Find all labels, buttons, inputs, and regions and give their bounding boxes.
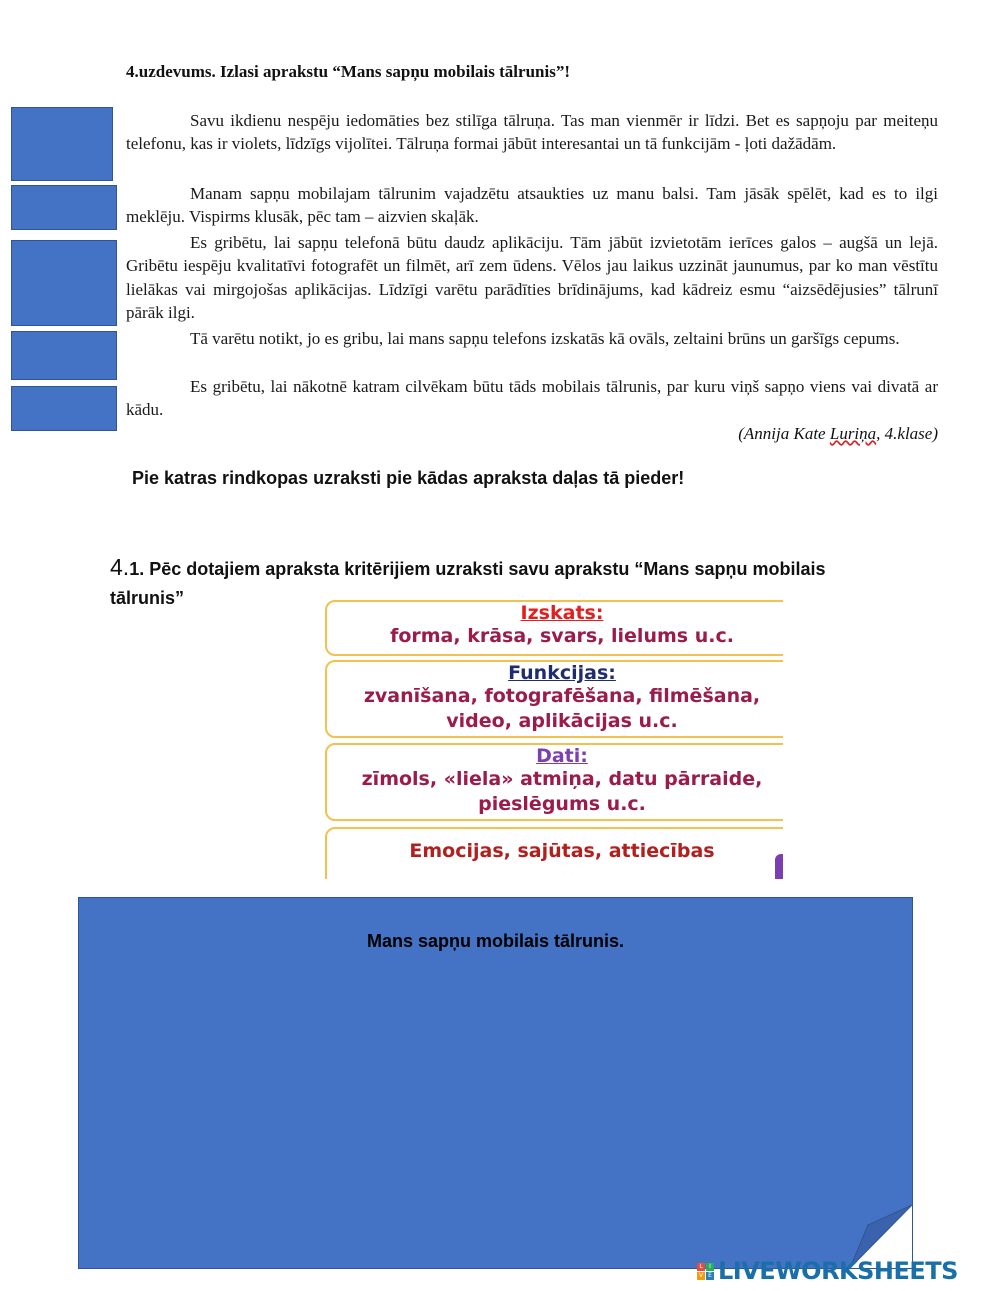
answer-box-4[interactable] bbox=[11, 331, 117, 380]
criterion-heading: Dati: bbox=[536, 745, 588, 767]
answer-box-1[interactable] bbox=[11, 107, 113, 181]
logo-cubes-icon: L I V E bbox=[697, 1263, 714, 1280]
logo-text: LIVEWORKSHEETS bbox=[718, 1257, 958, 1285]
answer-box-5[interactable] bbox=[11, 386, 117, 431]
task-4-1-heading: 4.1. Pēc dotajiem apraksta kritērijiem uzraksti savu aprakstu “Mans sapņu mobilais tālrunis” bbox=[110, 554, 826, 608]
liveworksheets-logo bbox=[697, 1258, 958, 1284]
paragraph-2: Manam sapņu mobilajam tālrunim vajadzētu atsaukties uz manu balsi. Tam jāsāk spēlēt, kad es to ilgi meklēju. Vispirms klusāk, pēc tam – aizvien skaļāk. bbox=[126, 184, 938, 227]
task-title: 4.uzdevums. Izlasi aprakstu “Mans sapņu mobilais tālrunis”! bbox=[126, 62, 570, 81]
decorative-corner bbox=[775, 854, 783, 879]
instruction: Pie katras rindkopas uzraksti pie kādas apraksta daļas tā pieder! bbox=[132, 468, 685, 488]
paragraph-4: Tā varētu notikt, jo es gribu, lai mans sapņu telefons izskatās kā ovāls, zeltaini brūns un garšīgs cepums. bbox=[190, 329, 900, 348]
criteria-panel bbox=[325, 599, 783, 879]
paragraph-5: Es gribētu, lai nākotnē katram cilvēkam būtu tāds mobilais tālrunis, par kuru viņš sapņo viens vai divatā ar kādu. bbox=[126, 377, 938, 420]
paragraph-1: Savu ikdienu nespēju iedomāties bez stilīga tālruņa. Tas man vienmēr ir līdzi. Bet es sapņoju par meiteņu telefonu, kas ir violets, līdzīgs vijolītei. Tālruņa formai jābūt interesantai un tā funkcijām - ļoti dažādām. bbox=[126, 111, 938, 154]
essay-answer-box[interactable] bbox=[78, 897, 913, 1269]
criterion-heading: Funkcijas: bbox=[508, 662, 616, 684]
criterion-funkcijas bbox=[325, 660, 783, 738]
criterion-body: Emocijas, sajūtas, attiecības bbox=[409, 840, 715, 862]
criterion-dati bbox=[325, 743, 783, 821]
answer-box-2[interactable] bbox=[11, 185, 117, 230]
criterion-heading: Izskats: bbox=[520, 602, 604, 624]
criterion-izskats bbox=[325, 600, 783, 656]
answer-box-3[interactable] bbox=[11, 240, 117, 326]
criterion-emocijas bbox=[325, 827, 783, 879]
criterion-body: zvanīšana, fotografēšana, filmēšana, video, aplikācijas u.c. bbox=[363, 685, 761, 732]
criterion-body: forma, krāsa, svars, lielums u.c. bbox=[390, 625, 734, 647]
paragraph-3: Es gribētu, lai sapņu telefonā būtu daudz aplikāciju. Tām jābūt izvietotām ierīces galos – augšā un lejā. Gribētu iespēju kvalitatīvi fotografēt un filmēt, arī zem ūdens. Vēlos jau laikus uzzināt jaunumus, par ko man vēstītu lielākas vai mirgojošas aplikācijas. Līdzīgi varētu parādīties brīdinājums, kad kādreiz esmu “aizsēdējusies” tālrunī pārāk ilgi. bbox=[126, 233, 938, 323]
criterion-body: zīmols, «liela» atmiņa, datu pārraide, pieslēgums u.c. bbox=[361, 768, 763, 815]
essay-title: Mans sapņu mobilais tālrunis. bbox=[366, 931, 625, 951]
author-signature: (Annija Kate Luriņa, 4.klase) bbox=[738, 424, 938, 443]
